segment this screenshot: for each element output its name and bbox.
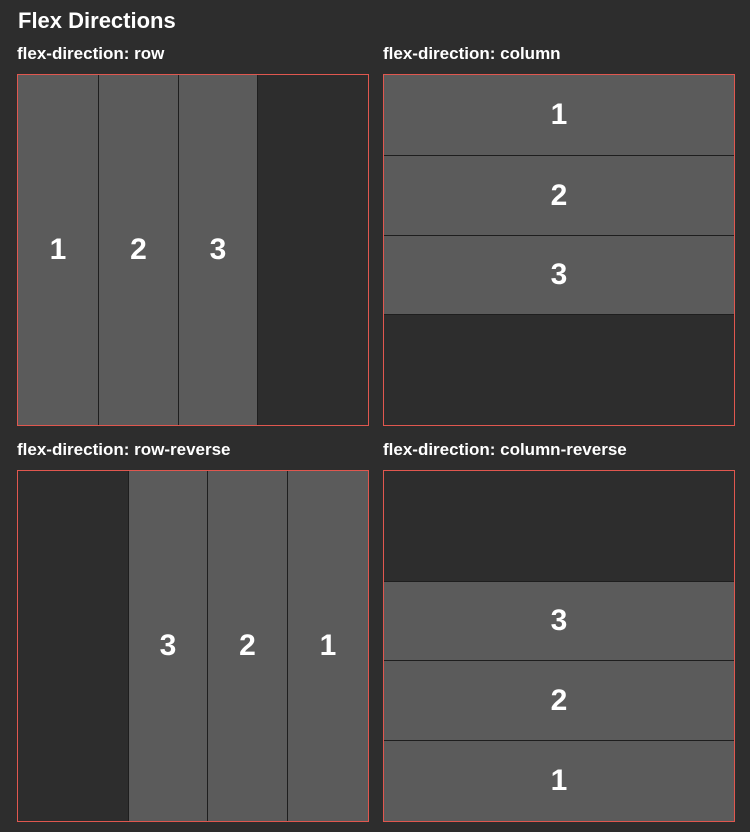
flex-item: 1 — [384, 75, 734, 155]
flex-item: 2 — [384, 661, 734, 741]
flex-item: 3 — [128, 471, 208, 821]
panel-label: flex-direction: row — [17, 44, 165, 63]
flex-item: 3 — [384, 235, 734, 315]
flex-container-row — [17, 74, 369, 426]
flex-container-column — [383, 74, 735, 426]
panel-label: flex-direction: row-reverse — [17, 440, 231, 459]
flex-container-column-reverse — [383, 470, 735, 822]
flex-item: 1 — [18, 75, 98, 425]
page-title: Flex Directions — [18, 8, 176, 33]
flex-item: 2 — [384, 155, 734, 235]
panel-label: flex-direction: column-reverse — [383, 440, 627, 459]
flex-container-row-reverse — [17, 470, 369, 822]
flex-item: 2 — [208, 471, 288, 821]
flex-item: 1 — [288, 471, 368, 821]
flex-item: 3 — [178, 75, 258, 425]
panel-label: flex-direction: column — [383, 44, 561, 63]
flex-item: 2 — [98, 75, 178, 425]
flex-item: 1 — [384, 741, 734, 821]
flex-item: 3 — [384, 581, 734, 661]
